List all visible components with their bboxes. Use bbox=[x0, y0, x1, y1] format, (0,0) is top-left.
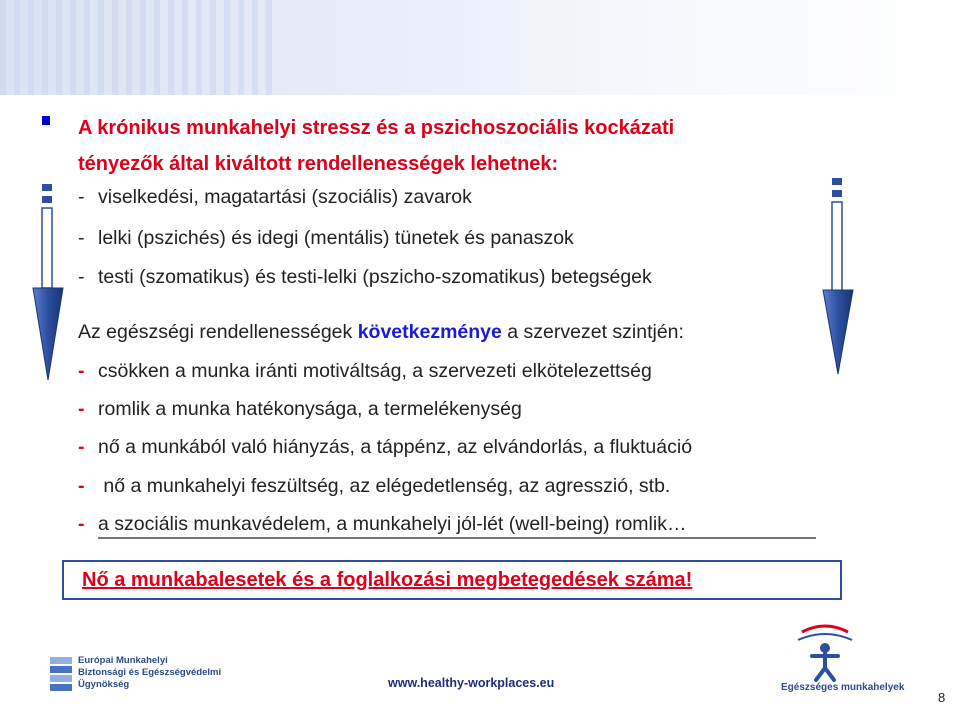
list-dash: - bbox=[78, 186, 85, 208]
list-item bbox=[78, 474, 670, 498]
website-link[interactable]: www.healthy-workplaces.eu bbox=[388, 676, 555, 690]
bullet-square-icon bbox=[42, 116, 50, 125]
list-dash: - bbox=[78, 227, 85, 249]
healthy-workplaces-logo-icon bbox=[790, 620, 860, 684]
heading-line-2: tényezők által kiváltott rendellenességek lehetnek: bbox=[78, 153, 559, 175]
agency-name-line-2: Biztonsági és Egészségvédelmi bbox=[78, 667, 222, 678]
list-item-text: lelki (pszichés) és idegi (mentális) tünetek és panaszok bbox=[98, 227, 574, 249]
consequence-suffix: a szervezet szintjén: bbox=[501, 321, 684, 343]
list-item-text: viselkedési, magatartási (szociális) zavarok bbox=[98, 186, 472, 208]
page-number: 8 bbox=[938, 690, 946, 705]
agency-name bbox=[78, 655, 221, 691]
consequence-heading bbox=[78, 320, 684, 344]
underline-rule bbox=[98, 536, 818, 540]
list-item bbox=[78, 185, 472, 209]
header-stripes bbox=[0, 0, 960, 95]
list-item-text: romlik a munka hatékonysága, a termelékenység bbox=[98, 398, 522, 420]
list-dash: - bbox=[78, 398, 85, 420]
right-down-arrow-icon bbox=[822, 178, 858, 378]
eu-agency-logo-icon bbox=[48, 655, 76, 695]
list-item-text: nő a munkahelyi feszültség, az elégedetlenség, az agresszió, stb. bbox=[98, 475, 671, 497]
list-item bbox=[78, 359, 652, 383]
list-dash: - bbox=[78, 266, 85, 288]
list-dash: - bbox=[78, 360, 85, 382]
consequence-highlight: következménye bbox=[357, 321, 502, 343]
list-item bbox=[78, 226, 574, 250]
list-dash: - bbox=[78, 513, 85, 535]
consequence-prefix: Az egészségi rendellenességek bbox=[78, 321, 358, 343]
conclusion-text: Nő a munkabalesetek és a foglalkozási megbetegedések száma! bbox=[82, 569, 693, 591]
agency-name-line-3: Ügynökség bbox=[78, 679, 130, 690]
list-item-text: csökken a munka iránti motiváltság, a szervezeti elkötelezettség bbox=[98, 360, 652, 382]
agency-name-line-1: Európai Munkahelyi bbox=[78, 655, 168, 666]
heading-line-1: A krónikus munkahelyi stressz és a pszichoszociális kockázati bbox=[78, 117, 675, 139]
list-item bbox=[78, 397, 522, 421]
list-item bbox=[78, 265, 652, 289]
slide-heading bbox=[78, 110, 868, 182]
list-item bbox=[78, 435, 692, 459]
list-dash: - bbox=[78, 436, 85, 458]
list-item bbox=[78, 512, 686, 536]
left-down-arrow-icon bbox=[32, 184, 68, 384]
list-item-text: a szociális munkavédelem, a munkahelyi jól-lét (well-being) romlik… bbox=[98, 513, 687, 535]
list-item-text: testi (szomatikus) és testi-lelki (pszicho-szomatikus) betegségek bbox=[98, 266, 652, 288]
list-item-text: nő a munkából való hiányzás, a táppénz, az elvándorlás, a fluktuáció bbox=[98, 436, 693, 458]
campaign-name: Egészséges munkahelyek bbox=[781, 682, 905, 693]
conclusion-box bbox=[62, 560, 842, 600]
list-dash: - bbox=[78, 475, 85, 497]
